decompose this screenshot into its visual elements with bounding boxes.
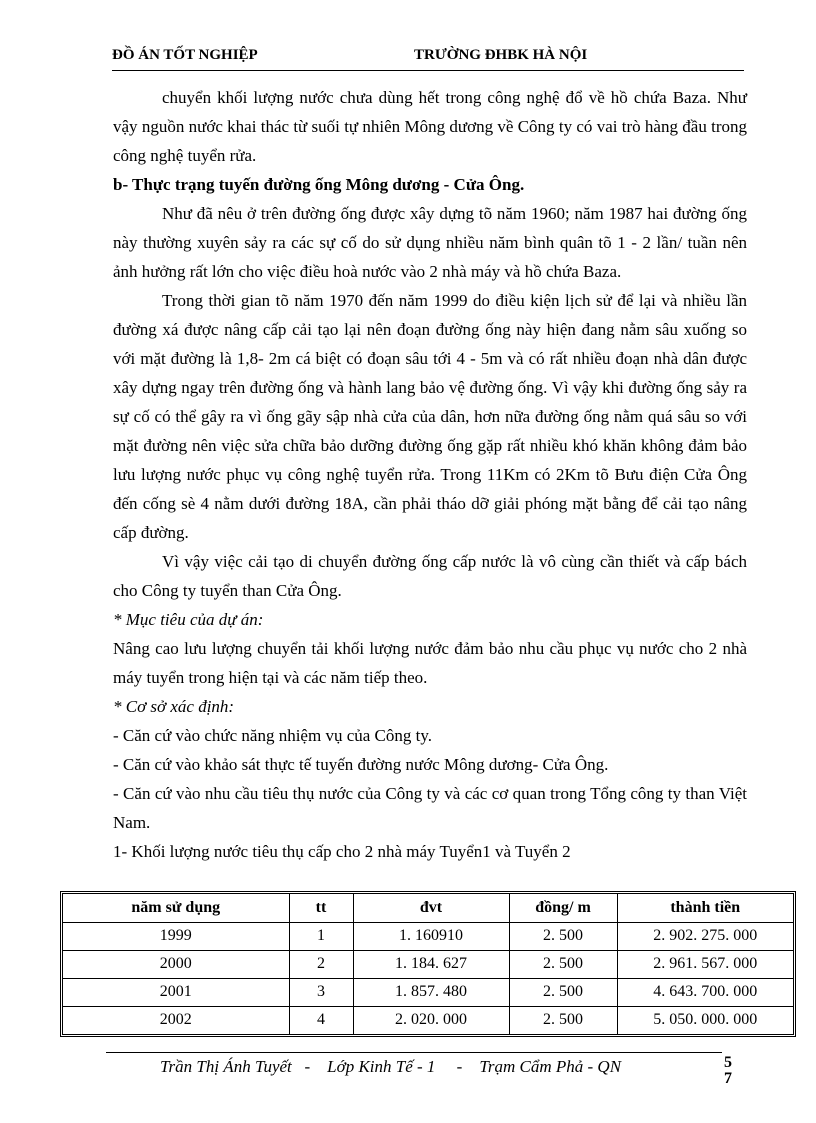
table-header-row [63, 894, 793, 922]
table-cell: 1999 [63, 922, 289, 950]
table-cell: 3 [289, 978, 353, 1006]
footer-divider [106, 1052, 722, 1053]
column-header-price: đồng/ m [509, 894, 617, 922]
table-cell: 2001 [63, 978, 289, 1006]
page-header [112, 47, 744, 71]
table-cell: 2. 020. 000 [353, 1006, 509, 1034]
basis-item-1: - Căn cứ vào chức năng nhiệm vụ của Công ty. [113, 726, 432, 745]
table-row [63, 950, 793, 978]
section-heading: b- Thực trạng tuyến đường ống Mông dương - Cửa Ông. [113, 175, 525, 194]
table-cell: 2. 500 [509, 950, 617, 978]
header-right-title: TRƯỜNG ĐHBK HÀ NỘI [414, 47, 588, 63]
table-cell: 1. 184. 627 [353, 950, 509, 978]
table-cell: 4 [289, 1006, 353, 1034]
table-row [63, 978, 793, 1006]
table-cell: 2. 961. 567. 000 [617, 950, 793, 978]
table-cell: 2000 [63, 950, 289, 978]
table-cell: 4. 643. 700. 000 [617, 978, 793, 1006]
column-header-index: tt [289, 894, 353, 922]
paragraph-history: Như đã nêu ở trên đường ống được xây dựng tõ năm 1960; năm 1987 hai đường ống này thường xuyên sảy ra các sự cố do sử dụng nhiều năm bình quân tõ 1 - 2 lần/ tuần nên ảnh hưởng rất lớn cho việc điều hoà nước vào 2 nhà máy và hồ chứa Baza. [113, 204, 747, 281]
table-row [63, 1006, 793, 1034]
body-text [113, 83, 747, 866]
objective-text: Nâng cao lưu lượng chuyển tải khối lượng nước đảm bảo nhu cầu phục vụ nước cho 2 nhà máy tuyển trong hiện tại và các năm tiếp theo. [113, 639, 747, 687]
paragraph-condition: Trong thời gian tõ năm 1970 đến năm 1999 do điều kiện lịch sử để lại và nhiều lần đường xá được nâng cấp cải tạo lại nên đoạn đường ống này hiện đang nằm sâu xuống so với mặt đường là 1,8- 2m cá biệt có đoạn sâu tới 4 - 5m và có rất nhiều đoạn nhà dân được xây dựng ngay trên đường ống và hành lang bảo vệ đường ống. Vì vậy khi đường ống sảy ra sự cố có thể gây ra vì ống gãy sập nhà cửa của dân, hơn nữa đường ống nằm quá sâu so với mặt đường nên việc sửa chữa bảo dưỡng đường ống gặp rất nhiều khó khăn không đảm bảo lưu lượng nước phục vụ công nghệ tuyển rửa. Trong 11Km có 2Km tõ Bưu điện Cửa Ông đến cống sè 4 nằm dưới đường 18A, cần phải tháo dỡ giải phóng mặt bằng để cải tạo nâng cấp đường. [113, 291, 747, 542]
table-cell: 2. 902. 275. 000 [617, 922, 793, 950]
column-header-total: thành tiền [617, 894, 793, 922]
paragraph-continuation: chuyển khối lượng nước chưa dùng hết trong công nghệ đổ về hồ chứa Baza. Như vậy nguồn nước khai thác từ suối tự nhiên Mông dương về Công ty có vai trò hàng đầu trong công nghệ tuyển rửa. [113, 88, 747, 165]
table-caption: 1- Khối lượng nước tiêu thụ cấp cho 2 nhà máy Tuyển1 và Tuyển 2 [113, 842, 571, 861]
water-consumption-table [60, 891, 796, 1037]
table-cell: 1 [289, 922, 353, 950]
page-number [721, 1055, 735, 1087]
table-cell: 2. 500 [509, 1006, 617, 1034]
basis-item-3: - Căn cứ vào nhu cầu tiêu thụ nước của Công ty và các cơ quan trong Tổng công ty than Việt Nam. [113, 784, 747, 832]
page-number-top: 5 [724, 1054, 732, 1071]
table-cell: 2 [289, 950, 353, 978]
column-header-year: năm sử dụng [63, 894, 289, 922]
table-cell: 1. 857. 480 [353, 978, 509, 1006]
table-cell: 5. 050. 000. 000 [617, 1006, 793, 1034]
table-row [63, 922, 793, 950]
column-header-unit: đvt [353, 894, 509, 922]
table-cell: 2002 [63, 1006, 289, 1034]
basis-heading: * Cơ sở xác định: [113, 697, 235, 716]
table-cell: 1. 160910 [353, 922, 509, 950]
header-left-title: ĐỒ ÁN TỐT NGHIỆP [112, 47, 258, 63]
table-cell: 2. 500 [509, 978, 617, 1006]
footer-text: Trần Thị Ánh Tuyết - Lớp Kinh Tế - 1 - Trạm Cẩm Phả - QN [160, 1057, 622, 1076]
objective-heading: * Mục tiêu của dự án: [113, 610, 264, 629]
basis-item-2: - Căn cứ vào khảo sát thực tế tuyến đường nước Mông dương- Cửa Ông. [113, 755, 609, 774]
paragraph-conclusion: Vì vậy việc cải tạo di chuyển đường ống cấp nước là vô cùng cần thiết và cấp bách cho Công ty tuyển than Cửa Ông. [113, 552, 747, 600]
table-cell: 2. 500 [509, 922, 617, 950]
page-number-bottom: 7 [724, 1070, 732, 1087]
